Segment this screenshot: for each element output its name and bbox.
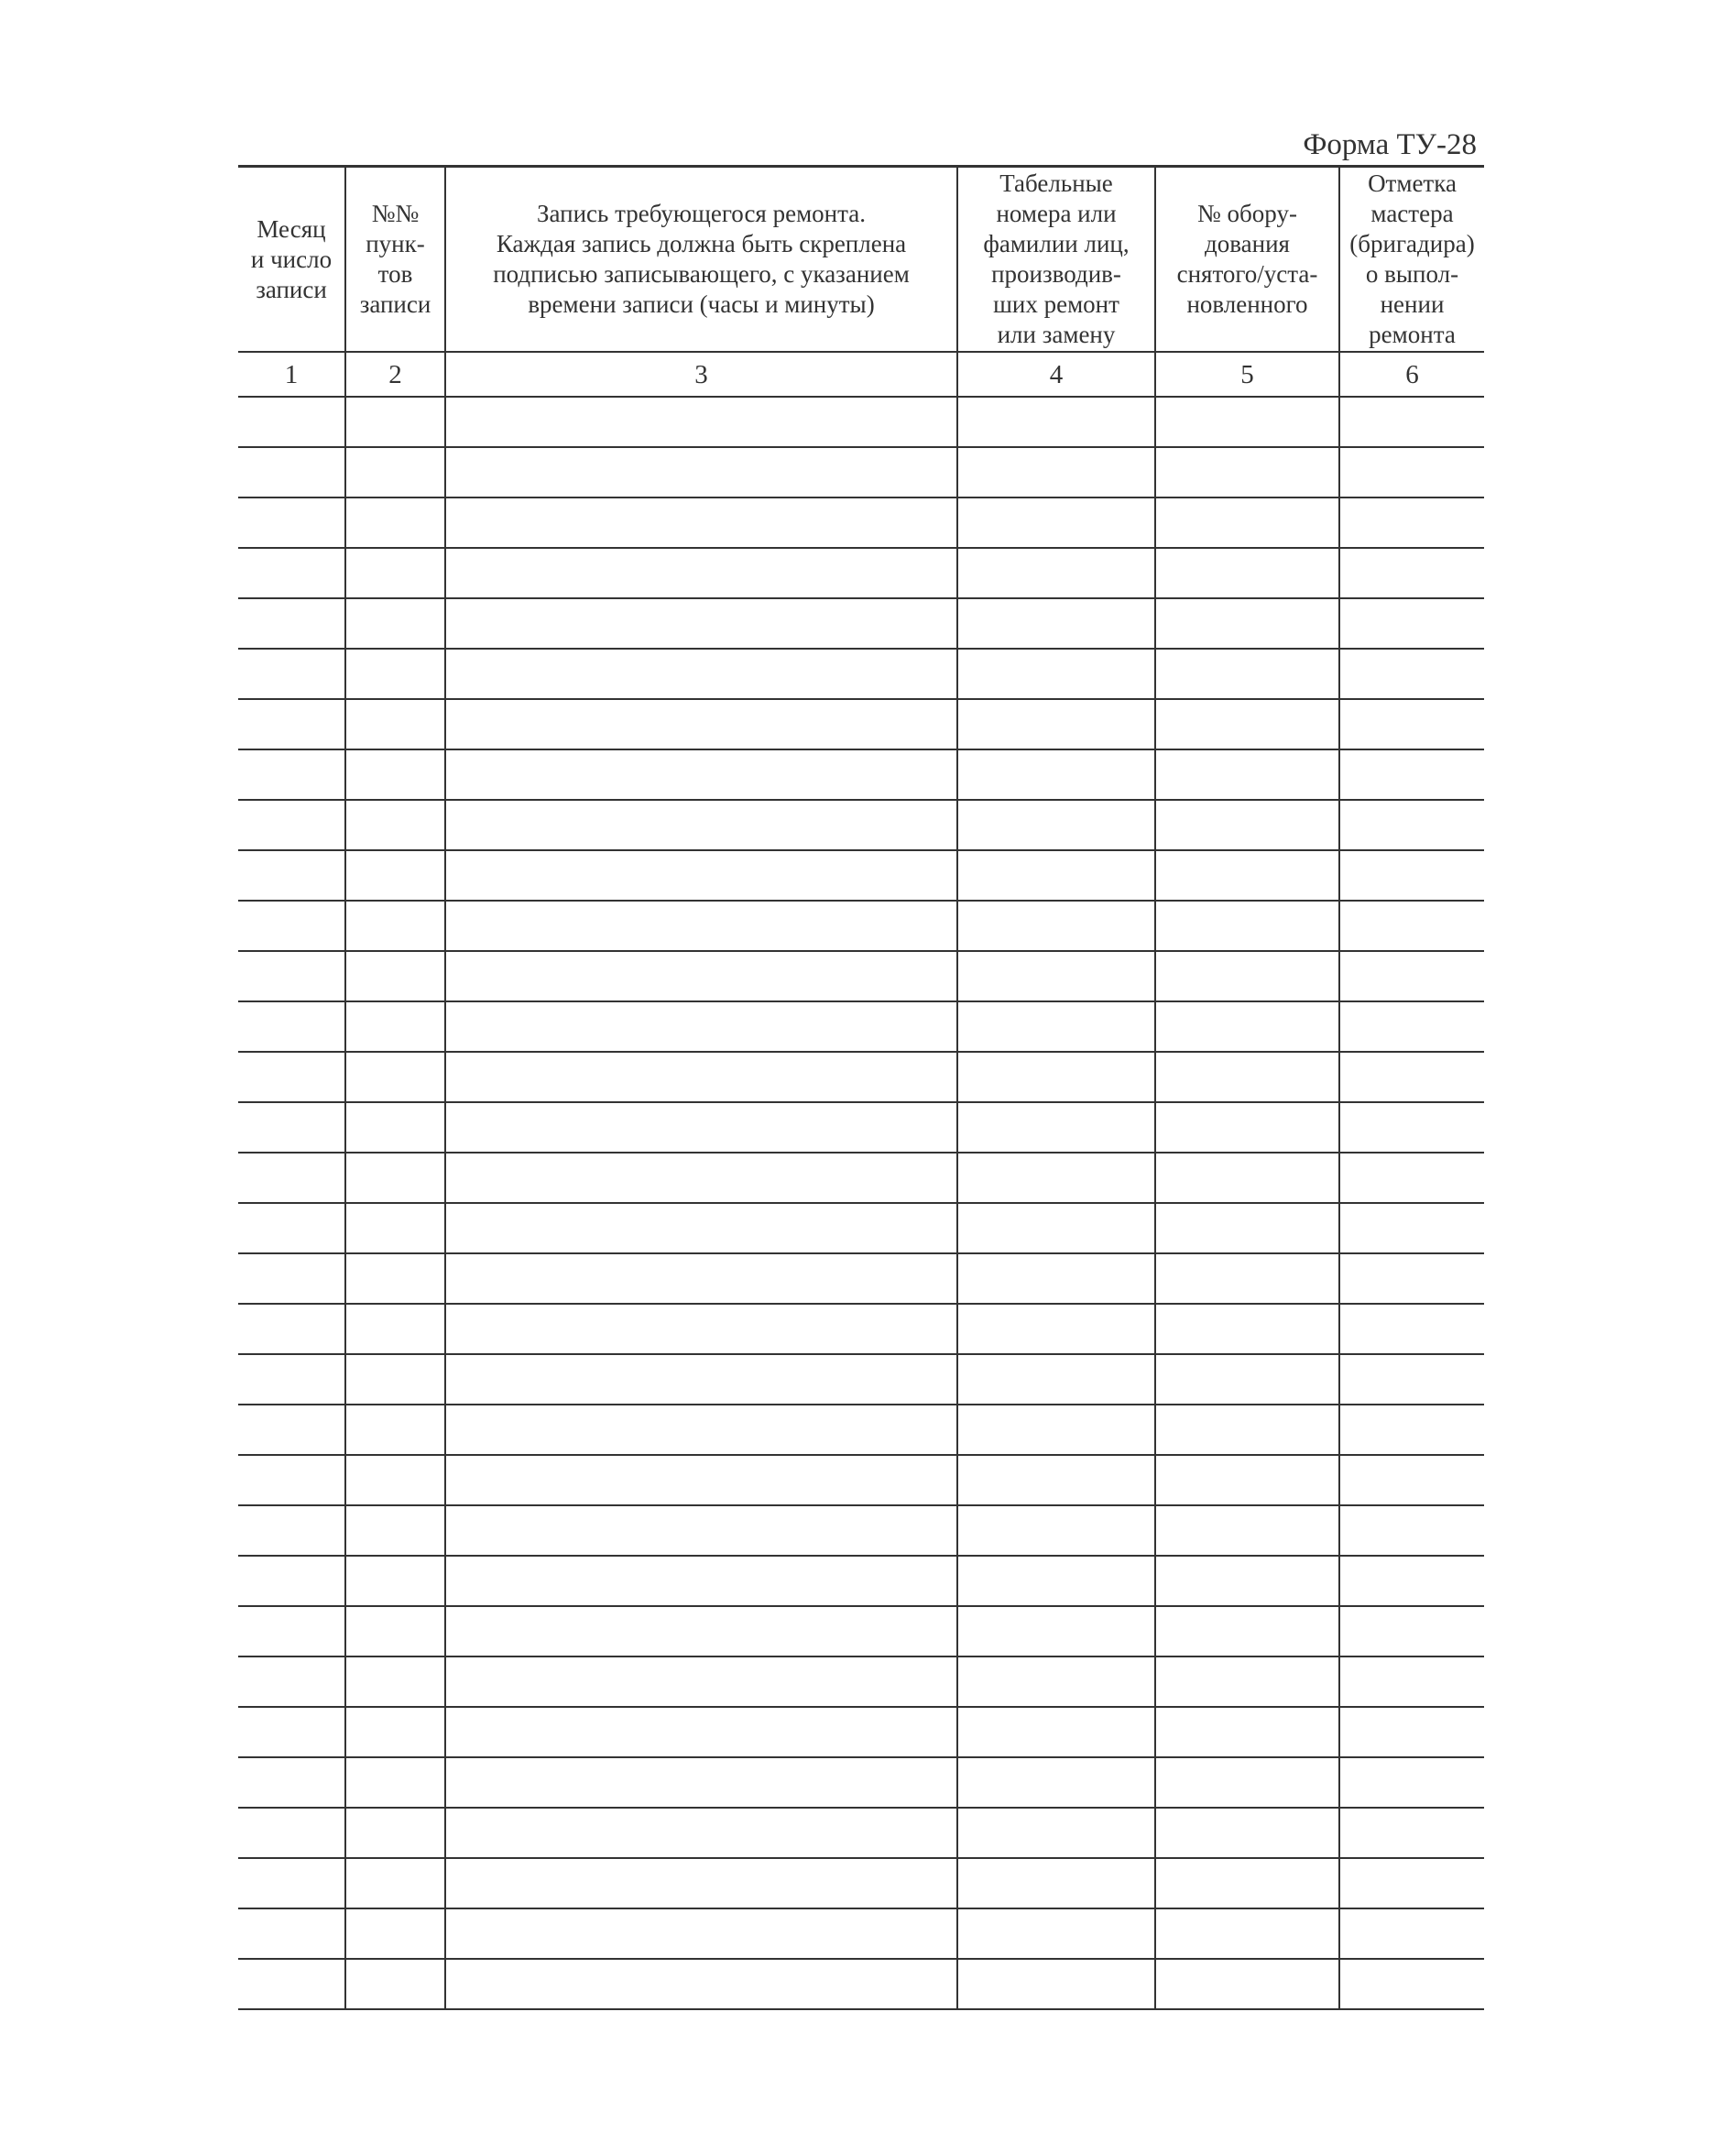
table-cell	[957, 649, 1155, 699]
table-row	[238, 1405, 1484, 1455]
table-cell	[238, 749, 345, 800]
table-row	[238, 497, 1484, 548]
table-cell	[238, 1102, 345, 1153]
column-number: 2	[345, 352, 445, 397]
table-body	[238, 397, 1484, 2009]
table-cell	[345, 1354, 445, 1405]
table-row	[238, 901, 1484, 951]
table-cell	[1155, 1959, 1339, 2009]
table-cell	[445, 1001, 957, 1052]
table-cell	[238, 1808, 345, 1858]
table-cell	[445, 1153, 957, 1203]
table-cell	[445, 548, 957, 598]
table-cell	[445, 649, 957, 699]
repair-log-table	[238, 165, 1484, 2010]
table-cell	[1339, 1001, 1484, 1052]
table-row	[238, 1253, 1484, 1304]
table-cell	[345, 1908, 445, 1959]
table-row	[238, 1505, 1484, 1556]
table-row	[238, 1354, 1484, 1405]
table-row	[238, 1808, 1484, 1858]
table-cell	[957, 1001, 1155, 1052]
table-cell	[1339, 951, 1484, 1001]
form-label: Форма ТУ-28	[1303, 128, 1477, 161]
table-cell	[1155, 1153, 1339, 1203]
table-row	[238, 548, 1484, 598]
table-cell	[957, 1505, 1155, 1556]
table-cell	[1155, 749, 1339, 800]
table-cell	[345, 1203, 445, 1253]
table-cell	[1339, 1656, 1484, 1707]
header-label: № обору- дования снятого/уста- новленного	[1176, 200, 1318, 318]
table-cell	[957, 497, 1155, 548]
table-cell	[238, 1354, 345, 1405]
table-cell	[1155, 1556, 1339, 1606]
header-cell-foreman-mark	[1339, 167, 1484, 353]
table-cell	[445, 1858, 957, 1908]
table-cell	[1339, 1707, 1484, 1757]
table-cell	[1155, 1203, 1339, 1253]
table-cell	[345, 1153, 445, 1203]
table-cell	[445, 1253, 957, 1304]
table-cell	[238, 649, 345, 699]
table-row	[238, 1153, 1484, 1203]
table-cell	[1155, 1253, 1339, 1304]
table-cell	[238, 1858, 345, 1908]
table-cell	[1339, 447, 1484, 497]
table-cell	[345, 1556, 445, 1606]
table-cell	[345, 901, 445, 951]
table-cell	[445, 1656, 957, 1707]
table-cell	[345, 699, 445, 749]
table-row	[238, 1606, 1484, 1656]
table-cell	[1339, 598, 1484, 649]
table-cell	[345, 800, 445, 850]
header-row	[238, 167, 1484, 353]
table-cell	[1155, 649, 1339, 699]
table-row	[238, 1102, 1484, 1153]
header-cell-date	[238, 167, 345, 353]
table-cell	[345, 749, 445, 800]
table-cell	[445, 1052, 957, 1102]
column-number: 4	[957, 352, 1155, 397]
table-row	[238, 1858, 1484, 1908]
table-cell	[445, 447, 957, 497]
table-row	[238, 1052, 1484, 1102]
table-cell	[345, 598, 445, 649]
table-cell	[957, 1908, 1155, 1959]
table-row	[238, 1203, 1484, 1253]
table-cell	[1339, 1405, 1484, 1455]
table-cell	[1155, 800, 1339, 850]
table-row	[238, 1656, 1484, 1707]
table-row	[238, 1001, 1484, 1052]
table-cell	[238, 1052, 345, 1102]
header-cell-equipment-number	[1155, 167, 1339, 353]
table-header	[238, 167, 1484, 353]
table-cell	[1155, 397, 1339, 447]
table-cell	[1155, 1304, 1339, 1354]
table-cell	[1339, 1808, 1484, 1858]
table-cell	[957, 1405, 1155, 1455]
table-row	[238, 447, 1484, 497]
table-cell	[1155, 1505, 1339, 1556]
table-cell	[1339, 1505, 1484, 1556]
table-cell	[957, 1304, 1155, 1354]
header-label: Табельные номера или фамилии лиц, производив- ших ремонт или замену	[983, 169, 1130, 348]
table-cell	[445, 901, 957, 951]
table-row	[238, 1455, 1484, 1505]
table-cell	[1155, 1001, 1339, 1052]
header-label: Отметка мастера (бригадира) о выпол- нении ремонта	[1349, 169, 1475, 348]
table-cell	[445, 699, 957, 749]
column-numbers	[238, 352, 1484, 397]
table-row	[238, 1908, 1484, 1959]
table-cell	[957, 1858, 1155, 1908]
table-cell	[445, 1102, 957, 1153]
table-cell	[445, 497, 957, 548]
table-cell	[957, 1354, 1155, 1405]
table-cell	[1339, 749, 1484, 800]
table-cell	[345, 1102, 445, 1153]
table-cell	[1155, 1606, 1339, 1656]
table-row	[238, 1959, 1484, 2009]
table-cell	[957, 1808, 1155, 1858]
table-cell	[345, 397, 445, 447]
table-cell	[445, 1505, 957, 1556]
table-cell	[238, 1304, 345, 1354]
table-cell	[1339, 1253, 1484, 1304]
table-cell	[445, 1959, 957, 2009]
header-cell-item-number	[345, 167, 445, 353]
table-cell	[957, 699, 1155, 749]
table-cell	[1339, 1908, 1484, 1959]
table-cell	[345, 1304, 445, 1354]
table-cell	[1339, 1757, 1484, 1808]
table-row	[238, 749, 1484, 800]
table-cell	[345, 1606, 445, 1656]
table-cell	[1339, 1102, 1484, 1153]
table-cell	[1155, 497, 1339, 548]
table-cell	[1339, 1606, 1484, 1656]
table-cell	[345, 1757, 445, 1808]
table-cell	[345, 1405, 445, 1455]
column-number: 6	[1339, 352, 1484, 397]
column-number: 5	[1155, 352, 1339, 397]
table-cell	[1155, 1858, 1339, 1908]
table-cell	[238, 397, 345, 447]
table-row	[238, 598, 1484, 649]
table-cell	[238, 1556, 345, 1606]
table-row	[238, 850, 1484, 901]
table-cell	[345, 1455, 445, 1505]
table-cell	[957, 1153, 1155, 1203]
table-cell	[445, 1455, 957, 1505]
table-cell	[957, 1102, 1155, 1153]
table-cell	[345, 649, 445, 699]
table-cell	[238, 447, 345, 497]
table-cell	[1155, 1102, 1339, 1153]
table-cell	[238, 1253, 345, 1304]
table-row	[238, 1707, 1484, 1757]
table-cell	[445, 1556, 957, 1606]
table-cell	[445, 1908, 957, 1959]
table-cell	[238, 1153, 345, 1203]
table-row	[238, 800, 1484, 850]
table-cell	[238, 1656, 345, 1707]
table-row	[238, 699, 1484, 749]
table-cell	[1339, 497, 1484, 548]
table-cell	[1155, 1908, 1339, 1959]
table-cell	[345, 1505, 445, 1556]
table-cell	[1155, 447, 1339, 497]
table-cell	[238, 548, 345, 598]
table-cell	[957, 1606, 1155, 1656]
table-cell	[238, 699, 345, 749]
table-cell	[445, 1606, 957, 1656]
table-cell	[957, 1556, 1155, 1606]
table-cell	[1339, 901, 1484, 951]
header-label: Запись требующегося ремонта. Каждая запись должна быть скреплена подписью записывающего, с указанием времени записи (часы и минуты)	[493, 200, 910, 318]
table-row	[238, 1757, 1484, 1808]
table-cell	[957, 1757, 1155, 1808]
column-number: 1	[238, 352, 345, 397]
table-cell	[1339, 548, 1484, 598]
table-row	[238, 1556, 1484, 1606]
table-cell	[1155, 1354, 1339, 1405]
table-cell	[445, 397, 957, 447]
table-cell	[345, 1858, 445, 1908]
table-cell	[957, 598, 1155, 649]
table-cell	[1339, 1455, 1484, 1505]
table-row	[238, 397, 1484, 447]
table-cell	[445, 951, 957, 1001]
table-cell	[1155, 901, 1339, 951]
table-cell	[445, 1304, 957, 1354]
header-label: №№ пунк- тов записи	[359, 200, 431, 318]
table-cell	[238, 951, 345, 1001]
table-cell	[1339, 850, 1484, 901]
table-cell	[445, 598, 957, 649]
table-cell	[238, 497, 345, 548]
table-cell	[345, 1253, 445, 1304]
table-cell	[1339, 1203, 1484, 1253]
table-cell	[1155, 1808, 1339, 1858]
table-cell	[1155, 548, 1339, 598]
table-cell	[957, 397, 1155, 447]
table-cell	[1339, 699, 1484, 749]
table-cell	[345, 1656, 445, 1707]
table-cell	[1155, 1656, 1339, 1707]
table-cell	[957, 901, 1155, 951]
table-cell	[1155, 598, 1339, 649]
table-cell	[957, 1959, 1155, 2009]
table-cell	[445, 749, 957, 800]
table-cell	[1155, 699, 1339, 749]
table-cell	[1339, 800, 1484, 850]
table-cell	[445, 850, 957, 901]
table-cell	[445, 1808, 957, 1858]
table-cell	[345, 447, 445, 497]
table-cell	[957, 1656, 1155, 1707]
table-cell	[345, 850, 445, 901]
table-cell	[345, 1052, 445, 1102]
table-cell	[445, 1757, 957, 1808]
table-cell	[445, 800, 957, 850]
table-cell	[1155, 1052, 1339, 1102]
table-cell	[957, 850, 1155, 901]
table-cell	[238, 1455, 345, 1505]
table-cell	[445, 1707, 957, 1757]
table-cell	[957, 548, 1155, 598]
table-cell	[957, 447, 1155, 497]
table-cell	[238, 1203, 345, 1253]
column-number-row	[238, 352, 1484, 397]
table-cell	[445, 1405, 957, 1455]
table-cell	[957, 1455, 1155, 1505]
table-cell	[957, 749, 1155, 800]
table-cell	[957, 800, 1155, 850]
table-cell	[1339, 1858, 1484, 1908]
header-label: Месяц и число записи	[250, 214, 333, 303]
table-cell	[957, 1707, 1155, 1757]
column-number: 3	[445, 352, 957, 397]
table-cell	[957, 1203, 1155, 1253]
table-cell	[345, 1959, 445, 2009]
table-cell	[345, 1707, 445, 1757]
table-cell	[1155, 1405, 1339, 1455]
table-cell	[345, 1808, 445, 1858]
table-cell	[238, 1959, 345, 2009]
table-cell	[1339, 649, 1484, 699]
table-cell	[1155, 1707, 1339, 1757]
table-row	[238, 951, 1484, 1001]
table-cell	[345, 497, 445, 548]
table-cell	[445, 1203, 957, 1253]
table-cell	[238, 1405, 345, 1455]
table-cell	[238, 1757, 345, 1808]
table-cell	[238, 1707, 345, 1757]
table-cell	[957, 1253, 1155, 1304]
table-cell	[1155, 850, 1339, 901]
table-cell	[238, 1606, 345, 1656]
header-cell-personnel	[957, 167, 1155, 353]
table-cell	[238, 598, 345, 649]
table-cell	[1339, 1052, 1484, 1102]
table-cell	[1339, 1153, 1484, 1203]
table-cell	[1155, 1757, 1339, 1808]
table-row	[238, 649, 1484, 699]
table-cell	[238, 1001, 345, 1052]
table-cell	[238, 850, 345, 901]
table-cell	[345, 548, 445, 598]
table-cell	[238, 1505, 345, 1556]
table-cell	[1339, 1556, 1484, 1606]
table-cell	[1339, 1354, 1484, 1405]
table-row	[238, 1304, 1484, 1354]
table-cell	[238, 1908, 345, 1959]
table-cell	[1155, 951, 1339, 1001]
table-cell	[238, 901, 345, 951]
table-cell	[238, 800, 345, 850]
table-cell	[445, 1354, 957, 1405]
table-cell	[957, 1052, 1155, 1102]
table-cell	[345, 951, 445, 1001]
table-cell	[957, 951, 1155, 1001]
table-cell	[1155, 1455, 1339, 1505]
table-cell	[1339, 1304, 1484, 1354]
table-cell	[1339, 1959, 1484, 2009]
table-cell	[1339, 397, 1484, 447]
table-cell	[345, 1001, 445, 1052]
header-cell-repair-record	[445, 167, 957, 353]
